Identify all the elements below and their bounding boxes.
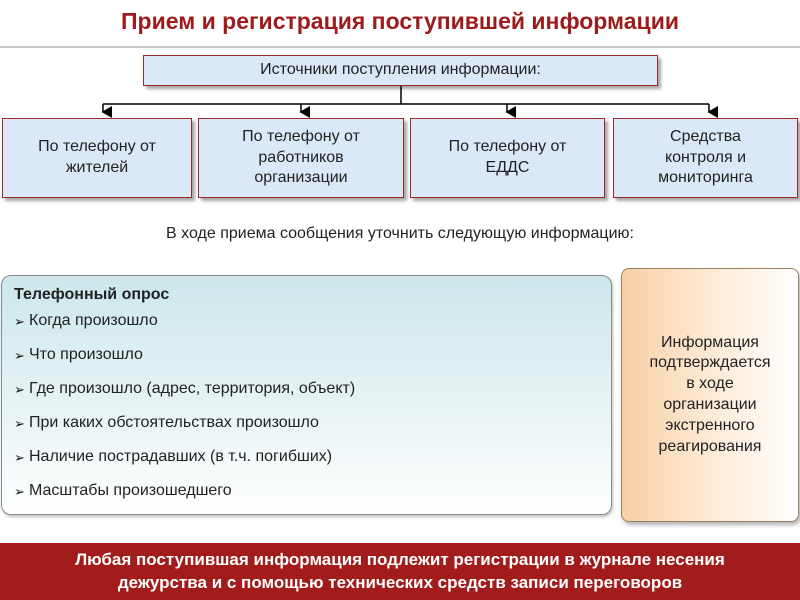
source-box-residents: По телефону от жителей	[2, 118, 192, 198]
arrow-right-icon: ➢	[14, 416, 25, 431]
list-item	[14, 448, 599, 482]
page-title: Прием и регистрация поступившей информации	[121, 8, 679, 34]
arrow-right-icon: ➢	[14, 348, 25, 363]
list-item-text: Когда произошло	[29, 312, 158, 329]
list-item	[14, 482, 599, 516]
arrow-right-icon: ➢	[14, 382, 25, 397]
source-box-edds: По телефону от ЕДДС	[410, 118, 605, 198]
survey-list	[14, 312, 599, 516]
arrow-right-icon: ➢	[14, 484, 25, 499]
list-item-text: Масштабы произошедшего	[29, 482, 232, 499]
clarify-instruction: В ходе приема сообщения уточнить следующую информацию:	[166, 225, 634, 242]
list-item	[14, 414, 599, 448]
list-item-text: Наличие пострадавших (в т.ч. погибших)	[29, 448, 333, 465]
source-box-monitoring: Средства контроля и мониторинга	[613, 118, 798, 198]
sources-header-box: Источники поступления информации:	[143, 55, 658, 86]
list-item-text: Что произошло	[29, 346, 143, 363]
confirmation-note: Информация подтверждается в ходе организации экстренного реагирования	[621, 268, 799, 522]
survey-heading: Телефонный опрос	[14, 286, 170, 303]
arrow-right-icon: ➢	[14, 450, 25, 465]
arrow-right-icon: ➢	[14, 314, 25, 329]
list-item-text: При каких обстоятельствах произошло	[29, 414, 319, 431]
footer-banner: Любая поступившая информация подлежит регистрации в журнале несения дежурства и с помощью технических средств записи переговоров	[0, 543, 800, 600]
list-item	[14, 380, 599, 414]
phone-survey-panel	[1, 275, 612, 515]
source-box-employees: По телефону от работников организации	[198, 118, 404, 198]
list-item	[14, 346, 599, 380]
list-item	[14, 312, 599, 346]
list-item-text: Где произошло (адрес, территория, объект)	[29, 380, 356, 397]
